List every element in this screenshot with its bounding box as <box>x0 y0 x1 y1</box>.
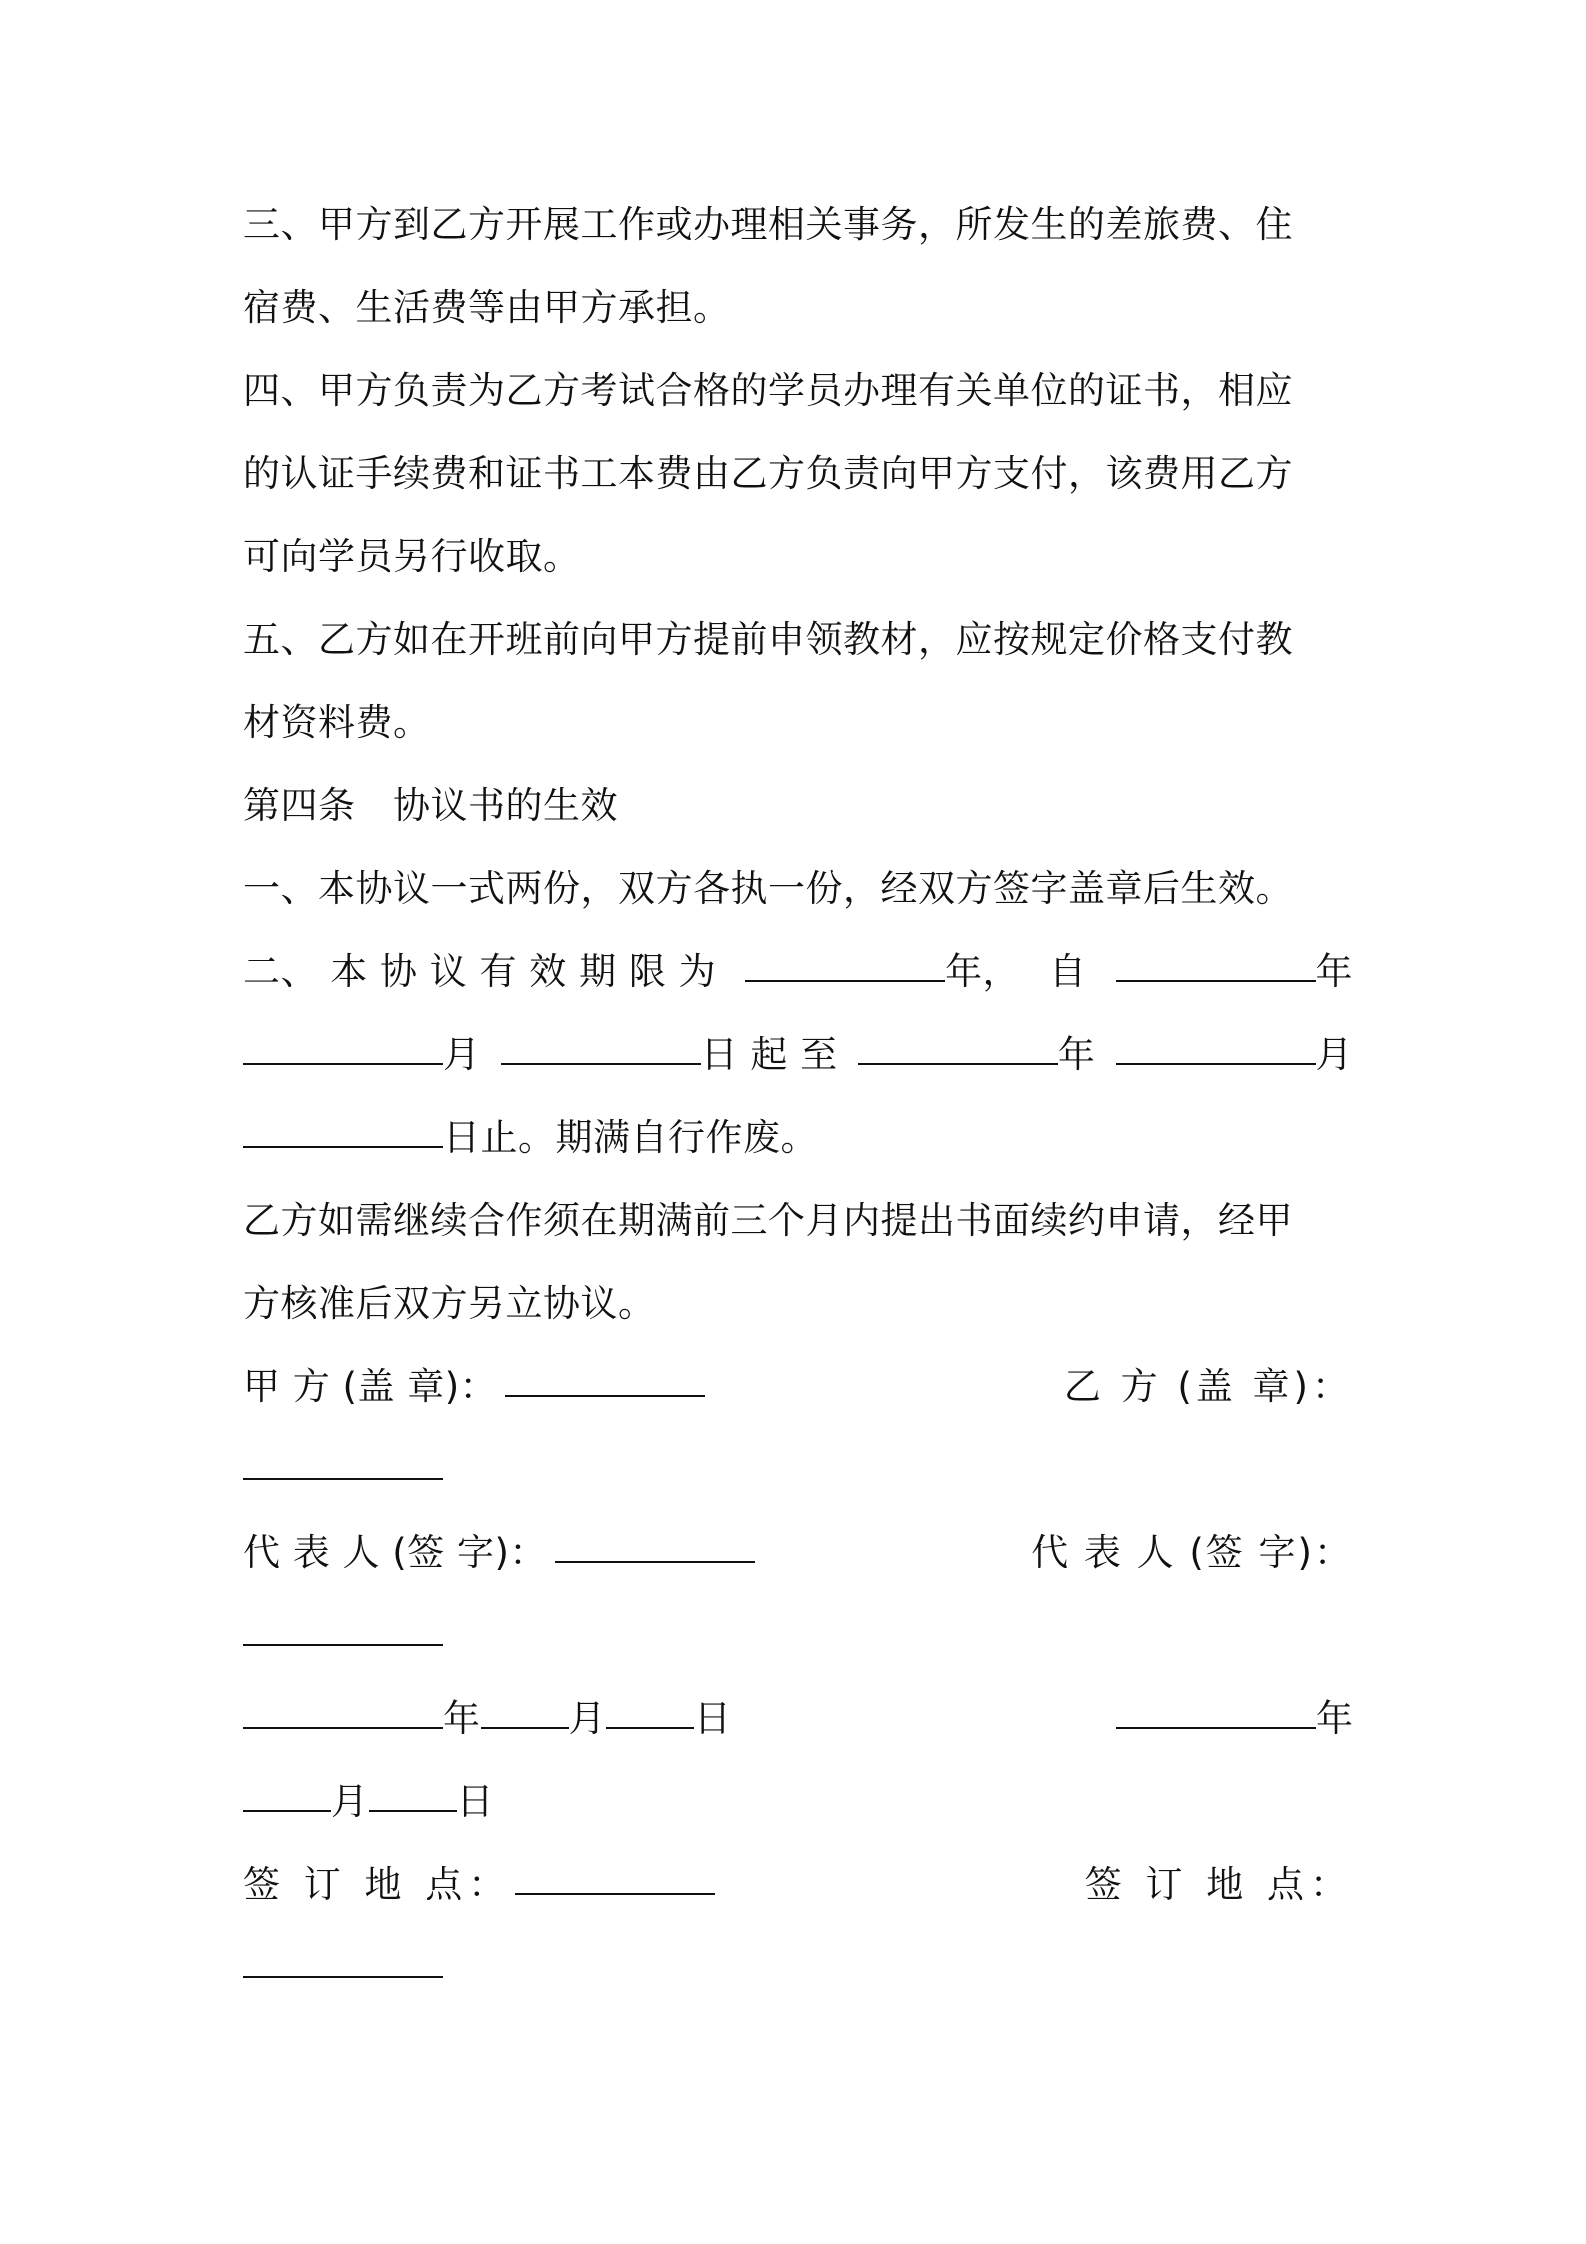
party-b-year-blank <box>1116 1683 1316 1729</box>
clause-five-line-2: 材资料费。 <box>243 701 431 744</box>
blank-line <box>243 1019 443 1065</box>
blank-line <box>1116 1019 1316 1065</box>
effect-two-month1-group <box>243 1020 481 1090</box>
blank-line <box>1116 936 1316 982</box>
party-a-day-blank <box>606 1683 694 1729</box>
party-b-date-row <box>243 1767 1353 1837</box>
effect-two-prefix: 二、 本 协 议 有 效 期 限 为 <box>243 950 717 993</box>
blank-line <box>858 1019 1058 1065</box>
blank-line <box>745 936 945 982</box>
party-b-seal-blank <box>243 1434 443 1480</box>
party-b-month-label: 月 <box>331 1780 369 1823</box>
party-b-year-group <box>1116 1684 1353 1754</box>
effect-clause-two-line-3 <box>243 1103 1353 1173</box>
effect-clause-two-line-1 <box>243 937 1353 1007</box>
party-b-seal-label: 乙 方 (盖 章)： <box>1063 1365 1353 1408</box>
clause-five-line-1: 五、乙方如在开班前向甲方提前申领教材，应按规定价格支付教 <box>243 618 1293 661</box>
effect-clause-two-line-2 <box>243 1020 1353 1090</box>
effect-two-month1: 月 <box>443 1033 481 1076</box>
party-b-rep-label: 代 表 人 (签 字)： <box>1031 1531 1353 1574</box>
effect-two-year3: 年 <box>1057 1033 1096 1076</box>
place-b-blank-row <box>243 1933 1353 2003</box>
clause-four-line-2: 的认证手续费和证书工本费由乙方负责向甲方支付，该费用乙方 <box>243 452 1293 495</box>
renewal-line-1: 乙方如需继续合作须在期满前三个月内提出书面续约申请，经甲 <box>243 1199 1293 1242</box>
blank-line <box>501 1019 701 1065</box>
place-b-label: 签 订 地 点： <box>1084 1863 1353 1906</box>
effect-two-month2-group <box>1116 1020 1354 1090</box>
date-row <box>243 1684 1353 1754</box>
place-a-blank <box>515 1849 715 1895</box>
effect-two-year2-group <box>1116 937 1354 1007</box>
party-a-month-label: 月 <box>568 1697 606 1740</box>
party-b-day-blank <box>369 1766 457 1812</box>
representative-row <box>243 1518 1353 1588</box>
renewal-line-2: 方核准后双方另立协议。 <box>243 1282 656 1325</box>
effect-clause-one: 一、本协议一式两份，双方各执一份，经双方签字盖章后生效。 <box>243 867 1293 910</box>
effect-two-day-from-to: 日 起 至 <box>700 1033 838 1076</box>
party-a-year-label: 年 <box>443 1697 481 1740</box>
effect-two-year-group <box>745 937 1020 1007</box>
place-a-label: 签 订 地 点： <box>243 1863 512 1906</box>
party-a-rep-blank <box>555 1517 755 1563</box>
clause-four-line-3: 可向学员另行收取。 <box>243 535 581 578</box>
place-b-blank <box>243 1932 443 1978</box>
effect-two-end: 日止。期满自行作废。 <box>443 1116 818 1159</box>
signing-place-row <box>243 1850 1353 1920</box>
party-a-month-blank <box>481 1683 569 1729</box>
party-b-day-label: 日 <box>456 1780 494 1823</box>
effect-two-year1: 年， <box>945 950 1021 993</box>
party-a-rep-label: 代 表 人 (签 字)： <box>243 1531 547 1574</box>
effect-two-year2: 年 <box>1315 950 1353 993</box>
party-a-seal-label: 甲 方 (盖 章)： <box>243 1365 498 1408</box>
party-a-seal-blank <box>505 1351 705 1397</box>
clause-three-line-1: 三、甲方到乙方开展工作或办理相关事务，所发生的差旅费、住 <box>243 203 1293 246</box>
article-four-title: 第四条 协议书的生效 <box>243 784 618 827</box>
party-b-month-blank <box>243 1766 331 1812</box>
effect-two-from: 自 <box>1049 950 1087 993</box>
party-b-rep-blank <box>243 1600 443 1646</box>
effect-two-year3-group <box>858 1020 1096 1090</box>
party-b-seal-blank-row <box>243 1435 1353 1505</box>
party-b-year-label: 年 <box>1316 1697 1353 1740</box>
clause-four-line-1: 四、甲方负责为乙方考试合格的学员办理有关单位的证书，相应 <box>243 369 1293 412</box>
blank-line <box>243 1102 443 1148</box>
party-a-year-blank <box>243 1683 443 1729</box>
effect-two-day-group <box>501 1020 838 1090</box>
seal-row <box>243 1352 1353 1422</box>
effect-two-month2: 月 <box>1315 1033 1353 1076</box>
party-b-rep-blank-row <box>243 1601 1353 1671</box>
clause-three-line-2: 宿费、生活费等由甲方承担。 <box>243 286 731 329</box>
party-a-day-label: 日 <box>694 1697 732 1740</box>
